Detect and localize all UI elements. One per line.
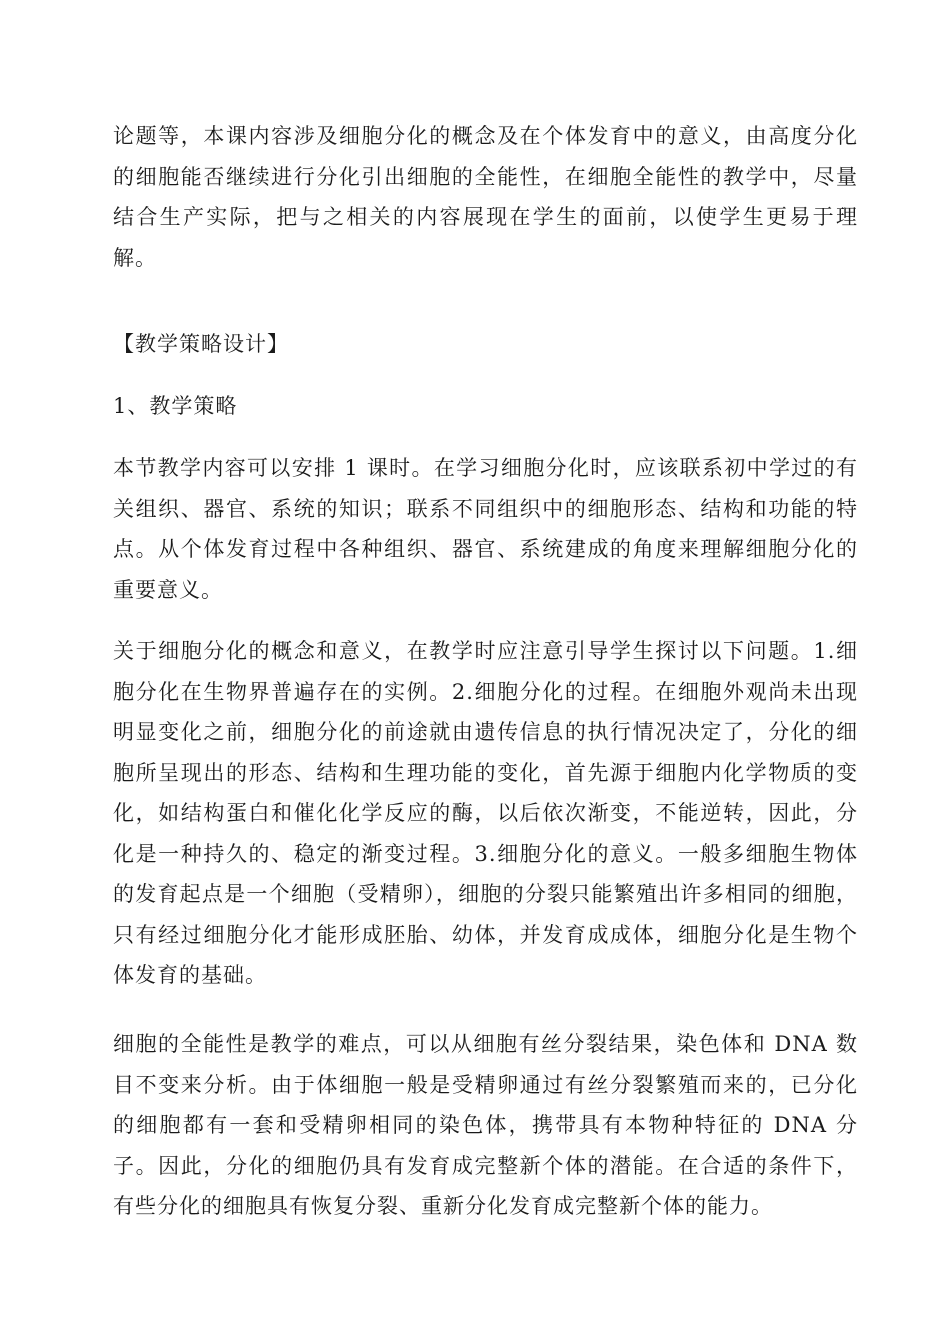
subsection-heading: 1、教学策略 bbox=[113, 394, 238, 418]
body-paragraph: 细胞的全能性是教学的难点，可以从细胞有丝分裂结果，染色体和 DNA 数目不变来分析。由于体细胞一般是受精卵通过有丝分裂繁殖而来的，已分化的细胞都有一套和受精卵相同的染色体，携带具有本物种特征的 DNA 分子。因此，分化的细胞仍具有发育成完整新个体的潜能。在合适的条件下，有些分化的细胞具有恢复分裂、重新分化发育成完整新个体的能力。 bbox=[113, 1032, 858, 1218]
intro-paragraph: 论题等，本课内容涉及细胞分化的概念及在个体发育中的意义，由高度分化的细胞能否继续进行分化引出细胞的全能性，在细胞全能性的教学中，尽量结合生产实际，把与之相关的内容展现在学生的面前，以使学生更易于理解。 bbox=[113, 124, 858, 270]
body-paragraph: 关于细胞分化的概念和意义，在教学时应注意引导学生探讨以下问题。1.细胞分化在生物界普遍存在的实例。2.细胞分化的过程。在细胞外观尚未出现明显变化之前，细胞分化的前途就由遗传信息的执行情况决定了，分化的细胞所呈现出的形态、结构和生理功能的变化，首先源于细胞内化学物质的变化，如结构蛋白和催化化学反应的酶，以后依次渐变，不能逆转，因此，分化是一种持久的、稳定的渐变过程。3.细胞分化的意义。一般多细胞生物体的发育起点是一个细胞（受精卵），细胞的分裂只能繁殖出许多相同的细胞，只有经过细胞分化才能形成胚胎、幼体，并发育成成体，细胞分化是生物个体发育的基础。 bbox=[113, 639, 858, 987]
section-heading: 【教学策略设计】 bbox=[113, 332, 289, 356]
body-paragraph: 本节教学内容可以安排 1 课时。在学习细胞分化时，应该联系初中学过的有关组织、器官、系统的知识；联系不同组织中的细胞形态、结构和功能的特点。从个体发育过程中各种组织、器官、系统建成的角度来理解细胞分化的重要意义。 bbox=[113, 456, 858, 602]
